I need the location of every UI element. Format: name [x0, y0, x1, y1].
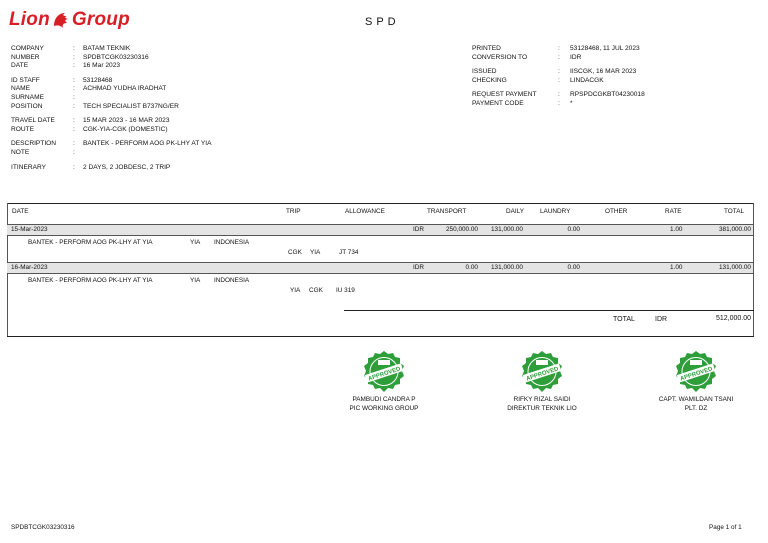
approved-stamp-icon — [520, 350, 564, 394]
info-conversion: CONVERSION TO : IDR — [472, 53, 582, 61]
footer-page: Page 1 of 1 — [709, 524, 742, 531]
info-itinerary: ITINERARY : 2 DAYS, 2 JOBDESC, 2 TRIP — [11, 163, 171, 171]
entry-to: YIA — [310, 249, 321, 256]
entry-transport: 250,000.00 — [446, 226, 478, 233]
svg-text:APPROVED: APPROVED — [525, 366, 560, 383]
entry-country: INDONESIA — [214, 277, 250, 284]
info-checking: CHECKING : LINDACGK — [472, 76, 604, 84]
entry-flight: IU 319 — [336, 287, 355, 294]
signatory-name: CAPT. WAMILDAN TSANI — [658, 396, 734, 403]
svg-text:APPROVED: APPROVED — [679, 366, 714, 383]
logo-text-group: Group — [71, 9, 130, 30]
info-number: NUMBER : SPDBTCGK03230316 — [11, 53, 149, 61]
entry-rate: 1.00 — [670, 226, 683, 233]
col-trip: TRIP — [286, 208, 301, 215]
signatory-name: RIFKY RIZAL SAIDI — [513, 396, 571, 403]
info-printed: PRINTED : 53128468, 11 JUL 2023 — [472, 45, 640, 52]
info-note: NOTE : — [11, 148, 75, 156]
info-name: NAME : ACHMAD YUDHA IRADHAT — [11, 85, 167, 93]
left-info-block — [11, 45, 311, 172]
svg-text:APPROVED: APPROVED — [367, 366, 402, 383]
document-title: SPD — [365, 16, 400, 28]
info-date: DATE : 16 Mar 2023 — [11, 62, 121, 70]
table-row — [7, 224, 753, 236]
entry-currency: IDR — [413, 264, 425, 271]
entry-country: INDONESIA — [214, 239, 250, 246]
right-info-block — [472, 45, 762, 109]
entry-daily: 131,000.00 — [491, 226, 523, 233]
col-rate: RATE — [665, 208, 682, 215]
info-request-payment: REQUEST PAYMENT : RPSPDCGKBT04230018 — [472, 91, 645, 99]
entry-from: YIA — [290, 287, 301, 294]
grand-total-value: 512,000.00 — [715, 315, 751, 322]
info-position: POSITION : TECH SPECIALIST B737NG/ER — [11, 102, 179, 110]
col-laundry: LAUNDRY — [540, 208, 571, 215]
entry-flight: JT 734 — [339, 249, 359, 256]
entry-to: CGK — [309, 287, 323, 294]
entry-laundry: 0.00 — [567, 264, 580, 271]
lion-group-logo — [9, 9, 130, 31]
signatory-name: PAMBUDI CANDRA P — [352, 396, 416, 403]
entry-date: 16-Mar-2023 — [11, 264, 48, 271]
signatory — [314, 395, 454, 413]
col-allowance: ALLOWANCE — [345, 208, 385, 215]
grand-total-currency: IDR — [655, 316, 668, 323]
entry-rate: 1.00 — [670, 264, 683, 271]
col-transport: TRANSPORT — [427, 208, 467, 215]
grand-total-label: TOTAL — [613, 316, 635, 323]
entry-from: CGK — [288, 249, 302, 256]
logo-text-lion: Lion — [9, 9, 50, 30]
entry-laundry: 0.00 — [567, 226, 580, 233]
col-other: OTHER — [605, 208, 628, 215]
table-row — [7, 262, 753, 274]
entry-total: 131,000.00 — [719, 264, 751, 271]
approved-stamp-icon — [362, 350, 406, 394]
col-date: DATE — [12, 208, 29, 215]
entry-location: YIA — [190, 277, 201, 284]
approved-stamp-icon — [674, 350, 718, 394]
signatory — [626, 395, 766, 413]
entry-description: BANTEK - PERFORM AOG PK-LHY AT YIA — [28, 277, 153, 284]
signatory-role: DIREKTUR TEKNIK LIO — [507, 405, 577, 412]
signatory — [472, 395, 612, 413]
col-total: TOTAL — [724, 208, 745, 215]
info-id-staff: ID STAFF : 53128468 — [11, 76, 113, 84]
info-travel-date: TRAVEL DATE : 15 MAR 2023 - 16 MAR 2023 — [11, 117, 170, 125]
entry-daily: 131,000.00 — [491, 264, 523, 271]
info-description: DESCRIPTION : BANTEK - PERFORM AOG PK-LHY AT YIA — [11, 140, 212, 148]
signatory-role: PIC WORKING GROUP — [349, 405, 419, 412]
lion-head-icon — [51, 10, 71, 30]
info-surname: SURNAME : — [11, 93, 75, 101]
info-issued: ISSUED : IISCGK, 16 MAR 2023 — [472, 68, 637, 76]
entry-currency: IDR — [413, 226, 425, 233]
info-route: ROUTE : CGK-YIA-CGK (DOMESTIC) — [11, 125, 168, 133]
entry-total: 381,000.00 — [719, 226, 751, 233]
entry-date: 15-Mar-2023 — [11, 226, 48, 233]
entry-location: YIA — [190, 239, 201, 246]
info-payment-code: PAYMENT CODE : * — [472, 99, 573, 107]
footer-doc-number: SPDBTCGK03230316 — [11, 524, 75, 531]
entry-description: BANTEK - PERFORM AOG PK-LHY AT YIA — [28, 239, 153, 246]
info-company: COMPANY : BATAM TEKNIK — [11, 45, 131, 52]
entry-transport: 0.00 — [465, 264, 478, 271]
signatory-role: PLT. DZ — [684, 405, 708, 412]
col-daily: DAILY — [506, 208, 524, 215]
